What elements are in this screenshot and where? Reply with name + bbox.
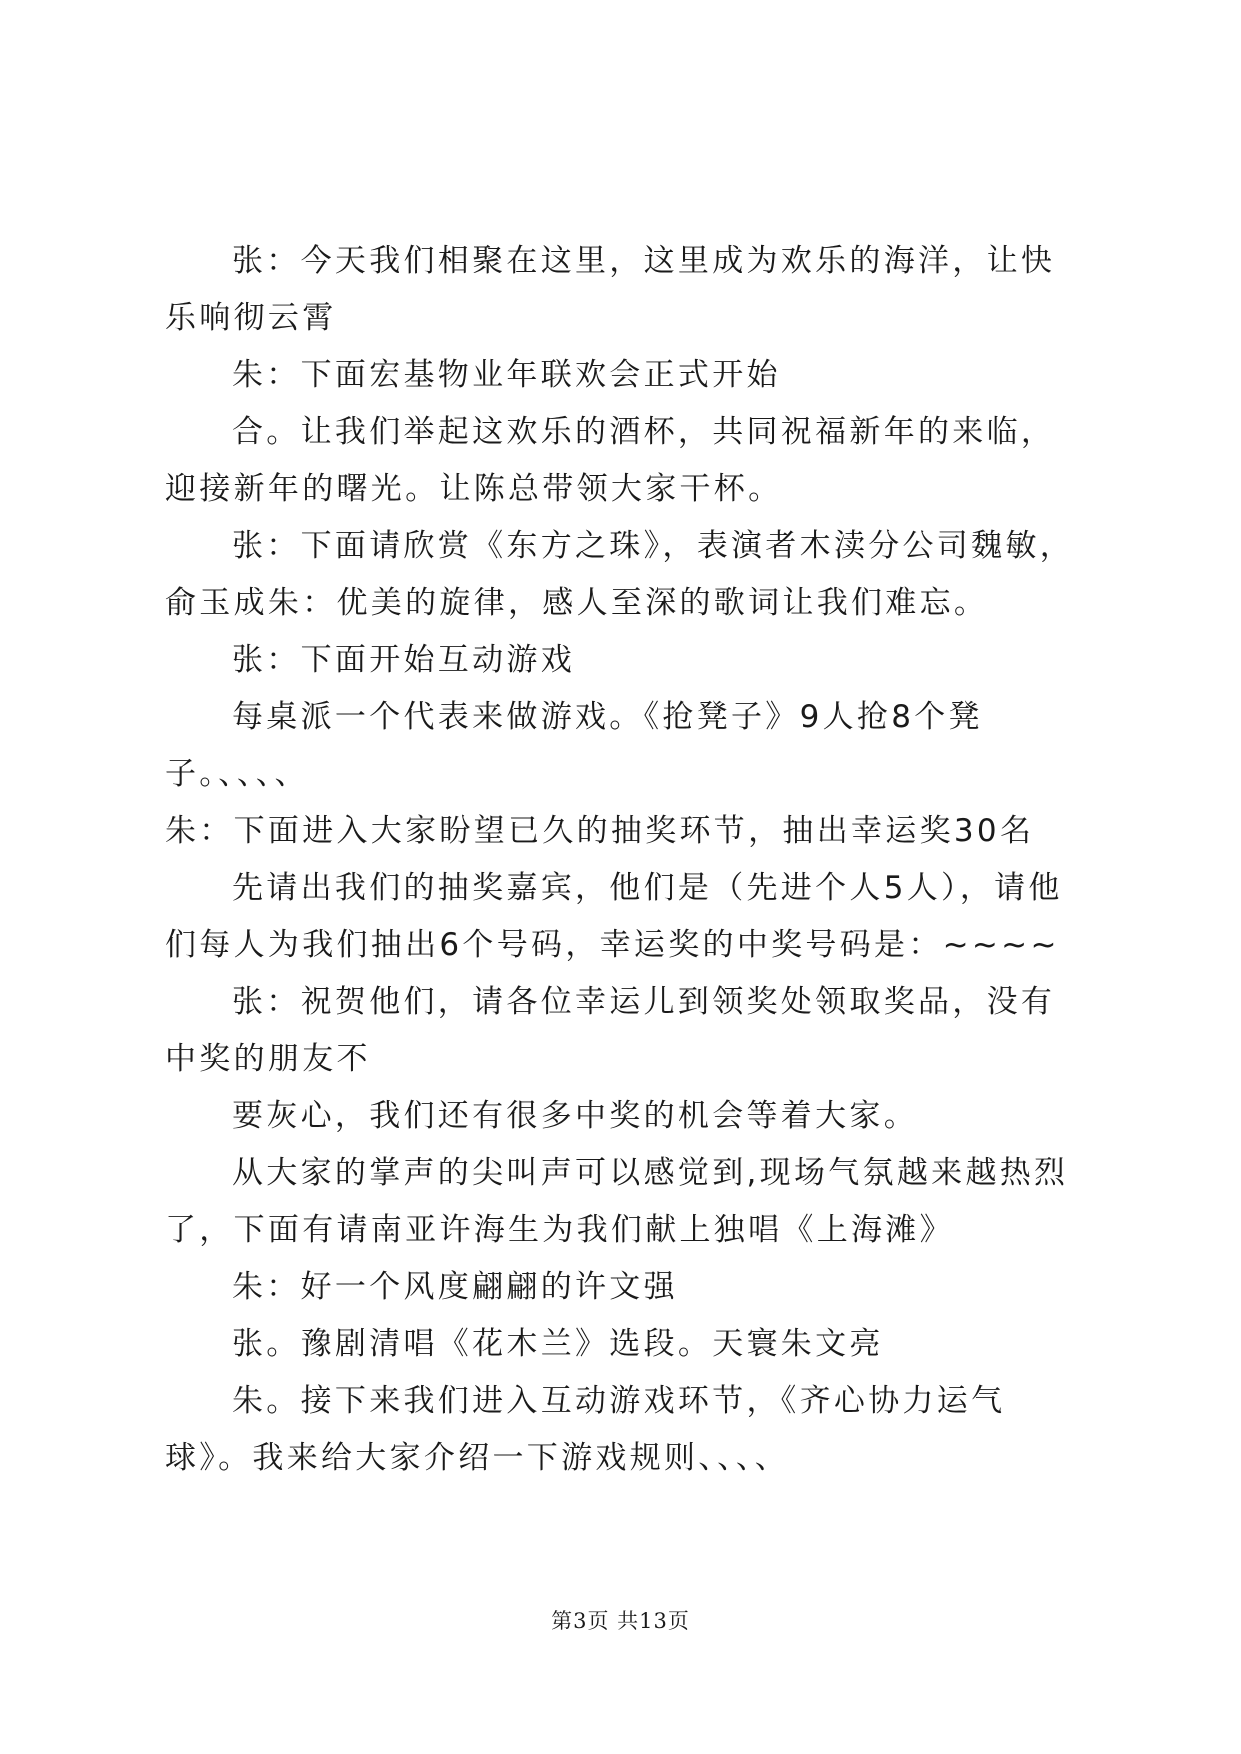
paragraph: 朱。接下来我们进入互动游戏环节，《齐心协力运气球》。我来给大家介绍一下游戏规则、、、、 <box>165 1383 1006 1476</box>
paragraph: 张：祝贺他们，请各位幸运儿到领奖处领取奖品，没有中奖的朋友不 <box>165 984 1056 1077</box>
body-text <box>165 233 1085 1487</box>
paragraph: 朱：好一个风度翩翩的许文强 <box>232 1269 678 1305</box>
paragraph: 从大家的掌声的尖叫声可以感觉到,现场气氛越来越热烈了，下面有请南亚许海生为我们献上独唱《上海滩》 <box>165 1155 1069 1248</box>
paragraph: 要灰心，我们还有很多中奖的机会等着大家。 <box>232 1098 918 1134</box>
paragraph: 张：今天我们相聚在这里，这里成为欢乐的海洋，让快乐响彻云霄 <box>165 243 1056 336</box>
paragraph: 朱：下面宏基物业年联欢会正式开始 <box>232 357 781 393</box>
paragraph: 先请出我们的抽奖嘉宾，他们是（先进个人5人），请他们每人为我们抽出6个号码，幸运奖的中奖号码是：~~~~ <box>165 870 1063 963</box>
paragraph: 张：下面开始互动游戏 <box>232 642 575 678</box>
paragraph: 张：下面请欣赏《东方之珠》，表演者木渎分公司魏敏，俞玉成朱：优美的旋律，感人至深的歌词让我们难忘。 <box>165 528 1074 621</box>
paragraph: 张。豫剧清唱《花木兰》选段。天寰朱文亮 <box>232 1326 884 1362</box>
paragraph: 朱：下面进入大家盼望已久的抽奖环节，抽出幸运奖30名 <box>165 813 1035 849</box>
paragraph: 合。让我们举起这欢乐的酒杯，共同祝福新年的来临，迎接新年的曙光。让陈总带领大家干杯。 <box>165 414 1056 507</box>
page-number-footer: 第3页 共13页 <box>551 1609 690 1633</box>
paragraph: 每桌派一个代表来做游戏。《抢凳子》9人抢8个凳子。、、、、 <box>165 699 983 792</box>
